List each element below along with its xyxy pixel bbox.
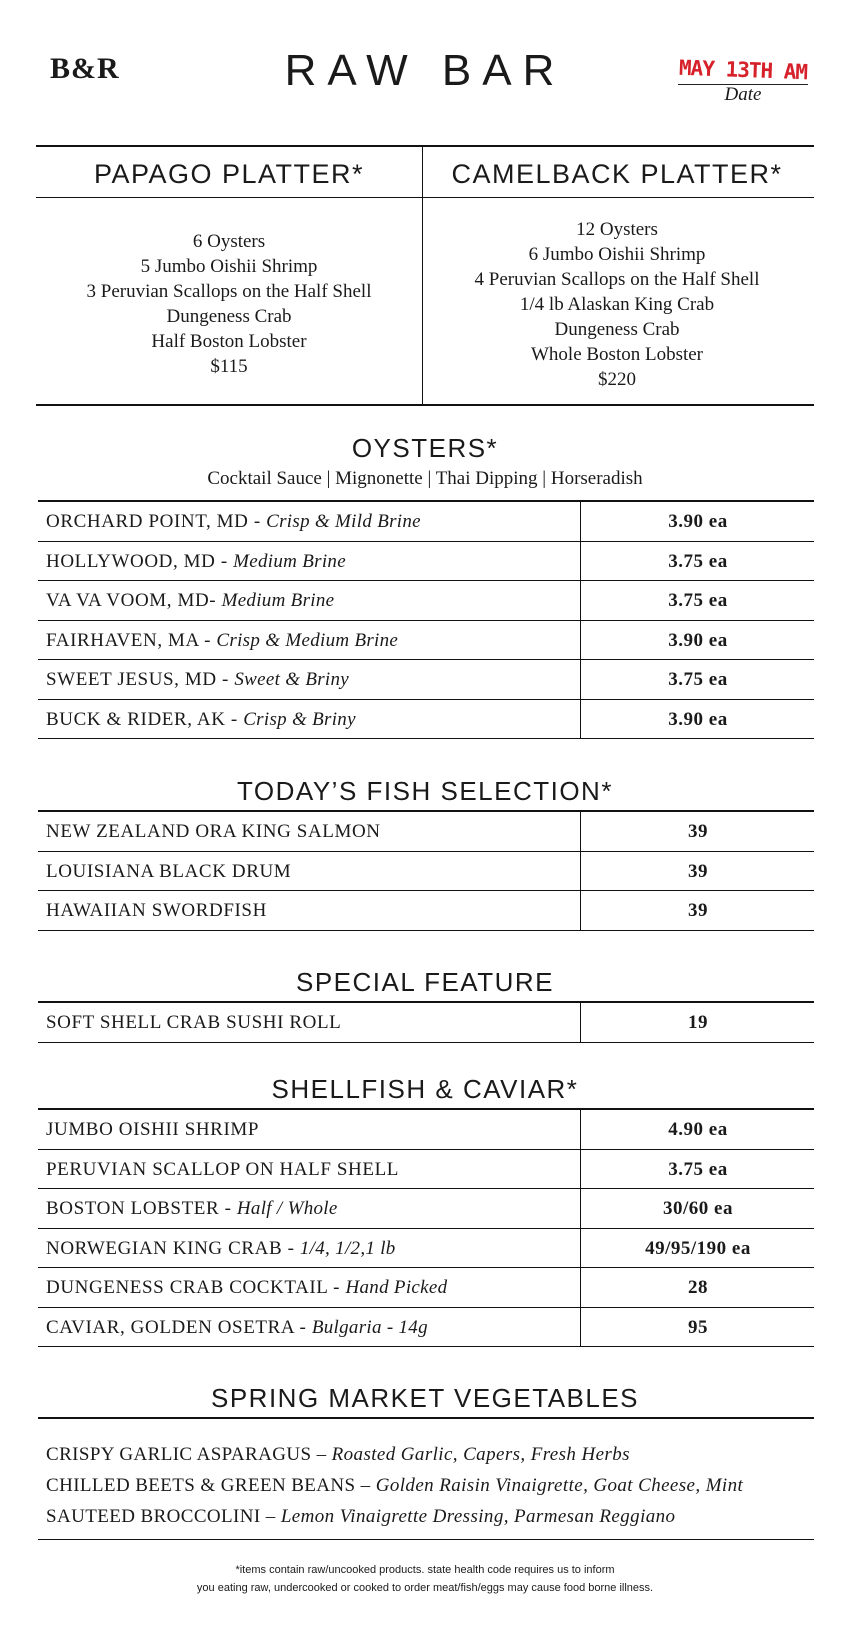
date-value: MAY 13TH AM — [678, 55, 808, 85]
item-note: Half / Whole — [236, 1198, 338, 1219]
platter-price: $115 — [210, 356, 248, 377]
table-row — [38, 1003, 814, 1043]
item-price: 3.90 ea — [580, 700, 815, 739]
table-row — [38, 621, 814, 661]
fish-table — [38, 810, 814, 931]
item-name: PERUVIAN SCALLOP ON HALF SHELL — [46, 1158, 399, 1180]
platter-item: Whole Boston Lobster — [530, 344, 704, 365]
table-row — [38, 1268, 814, 1308]
platter-name: CAMELBACK PLATTER* — [451, 159, 783, 189]
platter-item: 6 Jumbo Oishii Shrimp — [528, 244, 706, 265]
table-row — [38, 1189, 814, 1229]
table-row — [38, 891, 814, 931]
special-heading: SPECIAL FEATURE — [296, 967, 554, 997]
item-name: BUCK & RIDER, AK - Crisp & Briny — [46, 708, 356, 730]
table-row — [38, 502, 814, 542]
platter-item: 1/4 lb Alaskan King Crab — [519, 294, 715, 315]
page-title: RAW BAR — [284, 46, 566, 95]
platter-item: 3 Peruvian Scallops on the Half Shell — [86, 281, 372, 302]
item-name: FAIRHAVEN, MA - Crisp & Medium Brine — [46, 629, 399, 651]
table-row — [38, 1110, 814, 1150]
platter-item: 4 Peruvian Scallops on the Half Shell — [474, 269, 760, 290]
vegetables-heading: SPRING MARKET VEGETABLES — [210, 1383, 640, 1413]
item-name: NORWEGIAN KING CRAB - 1/4, 1/2,1 lb — [46, 1237, 396, 1259]
item-note: Bulgaria - 14g — [311, 1316, 428, 1338]
item-name: HOLLYWOOD, MD - Medium Brine — [46, 550, 346, 572]
item-price: 30/60 ea — [580, 1189, 815, 1228]
item-note: Medium Brine — [233, 550, 346, 572]
table-row — [38, 700, 814, 740]
item-note: Hand Picked — [345, 1277, 448, 1298]
platter-item: 12 Oysters — [576, 219, 658, 240]
oysters-table — [38, 500, 814, 739]
item-name: ORCHARD POINT, MD - Crisp & Mild Brine — [46, 511, 421, 532]
item-price: 3.90 ea — [580, 621, 815, 660]
item-note: Sweet & Briny — [234, 669, 350, 690]
table-row — [38, 1308, 814, 1348]
oyster-sauces: Cocktail Sauce | Mignonette | Thai Dipping | Horseradish — [207, 468, 643, 489]
shellfish-table — [38, 1108, 814, 1347]
table-row — [38, 581, 814, 621]
platter-item: Dungeness Crab — [166, 306, 292, 327]
fish-heading: TODAY’S FISH SELECTION* — [237, 776, 613, 806]
health-disclaimer — [0, 1561, 850, 1597]
item-name: BOSTON LOBSTER - Half / Whole — [46, 1198, 338, 1219]
platter-item: Dungeness Crab — [554, 319, 680, 340]
platter-contents-camelback — [424, 217, 810, 392]
list-item: SAUTEED BROCCOLINI – Lemon Vinaigrette Dressing, Parmesan Reggiano — [46, 1506, 676, 1527]
disclaimer-line: you eating raw, undercooked or cooked to order meat/fish/eggs may cause food borne illness. — [196, 1582, 654, 1594]
platter-item: Half Boston Lobster — [151, 331, 307, 352]
item-price: 49/95/190 ea — [580, 1229, 815, 1268]
item-note: Roasted Garlic, Capers, Fresh Herbs — [331, 1444, 630, 1465]
item-price: 39 — [580, 891, 815, 930]
item-note: Crisp & Mild Brine — [266, 511, 421, 532]
item-price: 95 — [580, 1308, 815, 1347]
table-row — [38, 1150, 814, 1190]
item-price: 3.90 ea — [580, 502, 815, 541]
item-name: HAWAIIAN SWORDFISH — [46, 900, 267, 921]
shellfish-heading: SHELLFISH & CAVIAR* — [271, 1074, 579, 1104]
item-note: 1/4, 1/2,1 lb — [299, 1237, 396, 1259]
platters-divider — [422, 147, 423, 404]
item-price: 39 — [580, 852, 815, 891]
item-name: JUMBO OISHII SHRIMP — [46, 1119, 260, 1140]
item-note: Medium Brine — [221, 590, 335, 611]
item-name: DUNGENESS CRAB COCKTAIL - Hand Picked — [46, 1277, 448, 1298]
item-price: 3.75 ea — [580, 660, 815, 699]
item-note: Crisp & Briny — [243, 708, 356, 730]
item-note: Lemon Vinaigrette Dressing, Parmesan Reggiano — [280, 1506, 676, 1527]
platter-item: 5 Jumbo Oishii Shrimp — [140, 256, 318, 277]
item-price: 3.75 ea — [580, 542, 815, 581]
date-stamp — [678, 55, 808, 106]
item-price: 19 — [580, 1003, 815, 1042]
item-note: Golden Raisin Vinaigrette, Goat Cheese, Mint — [375, 1475, 744, 1496]
item-note: Crisp & Medium Brine — [216, 629, 399, 651]
restaurant-logo: B&R — [50, 52, 120, 85]
item-price: 28 — [580, 1268, 815, 1307]
item-name: CAVIAR, GOLDEN OSETRA - Bulgaria - 14g — [46, 1316, 428, 1338]
table-row — [38, 1229, 814, 1269]
item-name: VA VA VOOM, MD- Medium Brine — [46, 590, 335, 611]
item-price: 4.90 ea — [580, 1110, 815, 1149]
footer-rule — [38, 1539, 814, 1540]
oysters-heading: OYSTERS* — [351, 433, 499, 463]
platter-item: 6 Oysters — [192, 231, 266, 252]
platter-name: PAPAGO PLATTER* — [93, 159, 365, 189]
platter-price: $220 — [598, 369, 636, 390]
platters-table — [36, 145, 814, 406]
item-name: NEW ZEALAND ORA KING SALMON — [46, 821, 381, 842]
item-price: 39 — [580, 812, 815, 851]
table-row — [38, 812, 814, 852]
item-price: 3.75 ea — [580, 581, 815, 620]
special-table — [38, 1001, 814, 1043]
item-price: 3.75 ea — [580, 1150, 815, 1189]
table-row — [38, 542, 814, 582]
platters-header-rule — [36, 197, 814, 198]
table-row — [38, 660, 814, 700]
disclaimer-line: *items contain raw/uncooked products. state health code requires us to inform — [235, 1564, 615, 1576]
date-label: Date — [724, 84, 762, 105]
table-row — [38, 852, 814, 892]
list-item: CRISPY GARLIC ASPARAGUS – Roasted Garlic, Capers, Fresh Herbs — [46, 1444, 630, 1465]
vegetables-rule — [38, 1417, 814, 1419]
platter-contents-papago — [36, 229, 422, 379]
item-name: LOUISIANA BLACK DRUM — [46, 860, 292, 882]
item-name: SOFT SHELL CRAB SUSHI ROLL — [46, 1012, 342, 1033]
item-name: SWEET JESUS, MD - Sweet & Briny — [46, 669, 350, 690]
list-item: CHILLED BEETS & GREEN BEANS – Golden Raisin Vinaigrette, Goat Cheese, Mint — [46, 1475, 744, 1496]
